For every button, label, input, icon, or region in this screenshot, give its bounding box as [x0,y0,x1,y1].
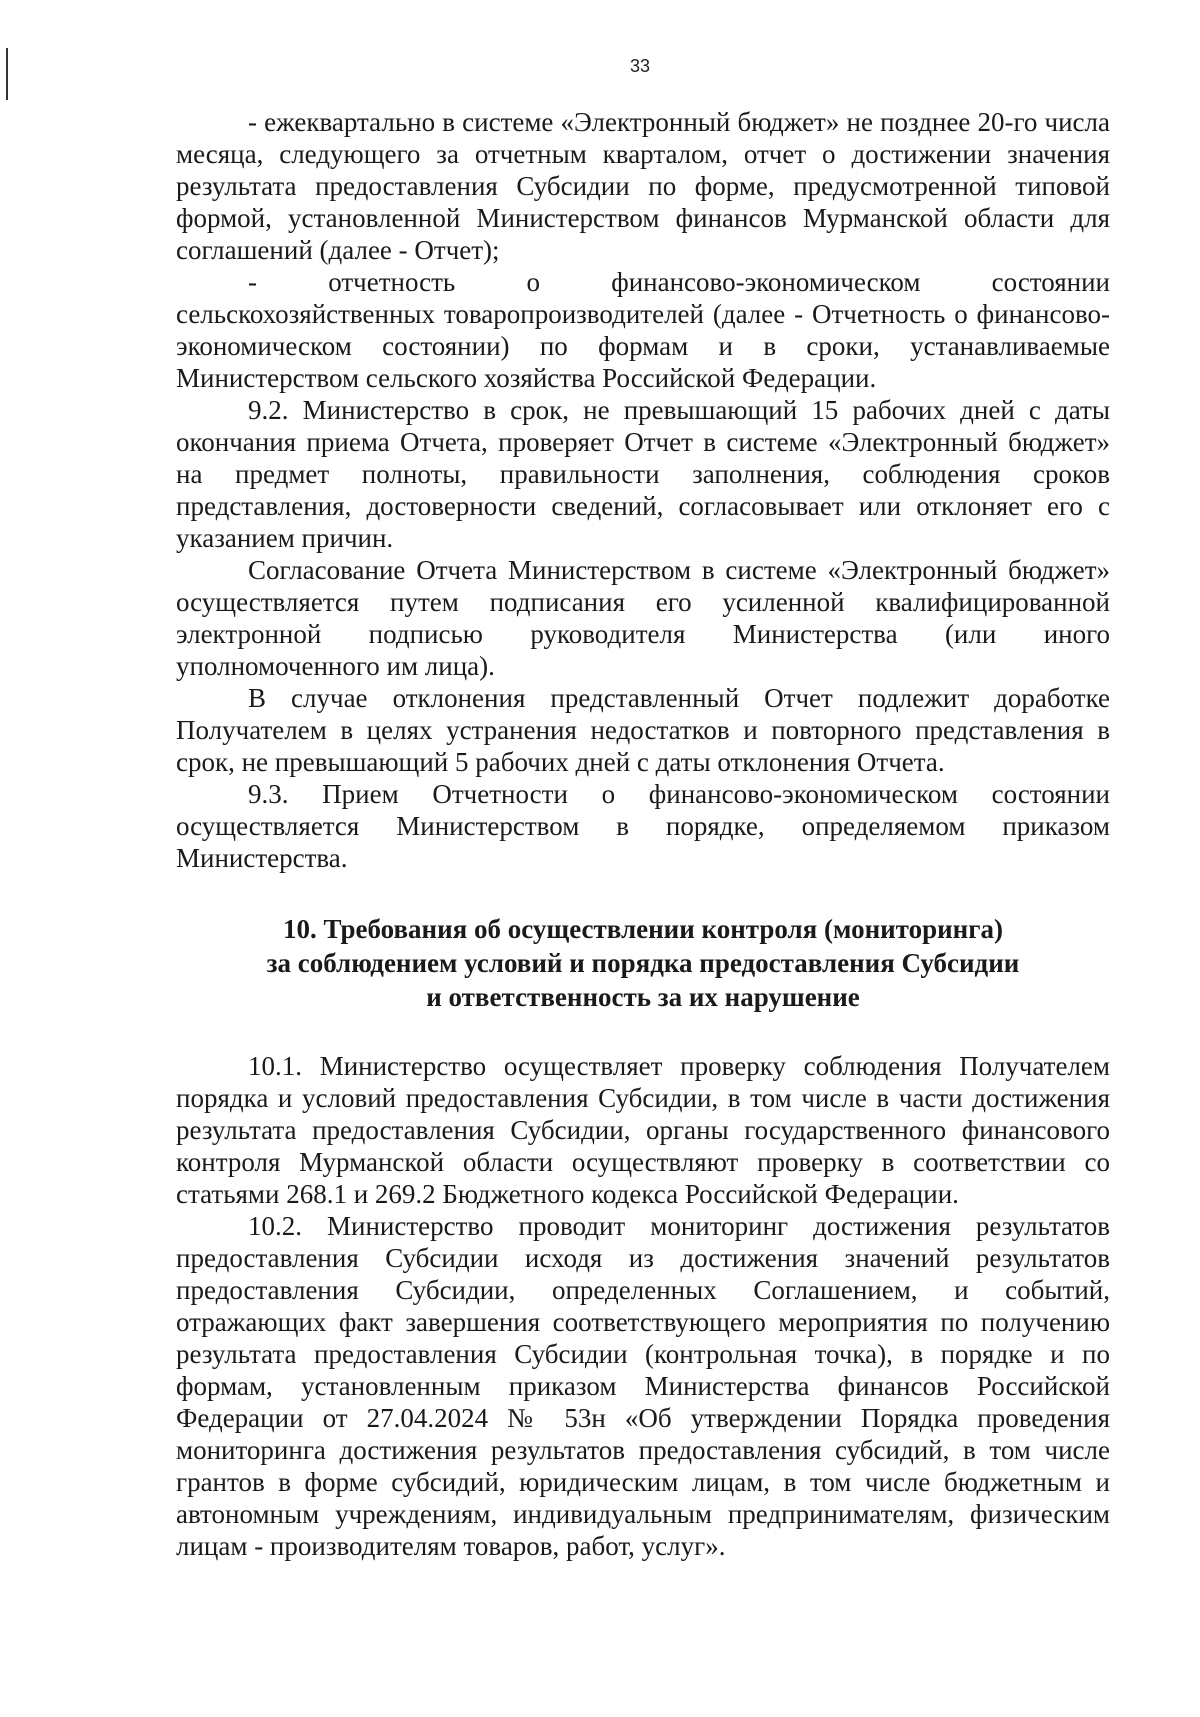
paragraph-report-rejection: В случае отклонения представленный Отчет подлежит доработке Получателем в целях устранения недостатков и повторного представления в срок, не превышающий 5 рабочих дней с даты отклонения Отчета. [176,683,1110,777]
paragraph-10-1: 10.1. Министерство осуществляет проверку соблюдения Получателем порядка и условий предоставления Субсидии, в том числе в части достижения результата предоставления Субсидии, органы государственного финансового контроля Мурманской области осуществляют проверку в соответствии со статьями 268.1 и 269.2 Бюджетного кодекса Российской Федерации. [176,1051,1110,1209]
section-heading-line-3: и ответственность за их нарушение [426,982,860,1012]
paragraph-9-2: 9.2. Министерство в срок, не превышающий 15 рабочих дней с даты окончания приема Отчета, проверяет Отчет в системе «Электронный бюджет» на предмет полноты, правильности заполнения, соблюдения сроков представления, достоверности сведений, согласовывает или отклоняет его с указанием причин. [176,395,1110,553]
section-heading-line-1: 10. Требования об осуществлении контроля (мониторинга) [283,914,1003,944]
paragraph-quarterly-report: - ежеквартально в системе «Электронный бюджет» не позднее 20-го числа месяца, следующего за отчетным кварталом, отчет о достижении значения результата предоставления Субсидии по форме, предусмотренной типовой формой, установленной Министерством финансов Мурманской области для соглашений (далее - Отчет); [176,107,1110,265]
paragraph-9-3: 9.3. Прием Отчетности о финансово-экономическом состоянии осуществляется Министерством в порядке, определяемом приказом Министерства. [176,779,1110,873]
paragraph-report-approval: Согласование Отчета Министерством в системе «Электронный бюджет» осуществляется путем подписания его усиленной квалифицированной электронной подписью руководителя Министерства (или иного уполномоченного им лица). [176,555,1110,681]
paragraph-financial-reporting: - отчетность о финансово-экономическом состоянии сельскохозяйственных товаропроизводителей (далее - Отчетность о финансово-экономическом состоянии) по формам и в сроки, устанавливаемые Министерством сельского хозяйства Российской Федерации. [176,267,1110,393]
document-body [176,106,1110,1562]
section-heading-line-2: за соблюдением условий и порядка предоставления Субсидии [266,948,1020,978]
paragraph-10-2: 10.2. Министерство проводит мониторинг достижения результатов предоставления Субсидии исходя из достижения значений результатов предоставления Субсидии, определенных Соглашением, и событий, отражающих факт завершения соответствующего мероприятия по получению результата предоставления Субсидии (контрольная точка), в порядке и по формам, установленным приказом Министерства финансов Российской Федерации от 27.04.2024 № 53н «Об утверждении Порядка проведения мониторинга достижения результатов предоставления субсидий, в том числе грантов в форме субсидий, юридическим лицам, в том числе бюджетным и автономным учреждениям, индивидуальным предпринимателям, физическим лицам - производителям товаров, работ, услуг». [176,1211,1110,1561]
page-number: 33 [629,56,651,76]
section-10-heading [176,912,1110,1014]
